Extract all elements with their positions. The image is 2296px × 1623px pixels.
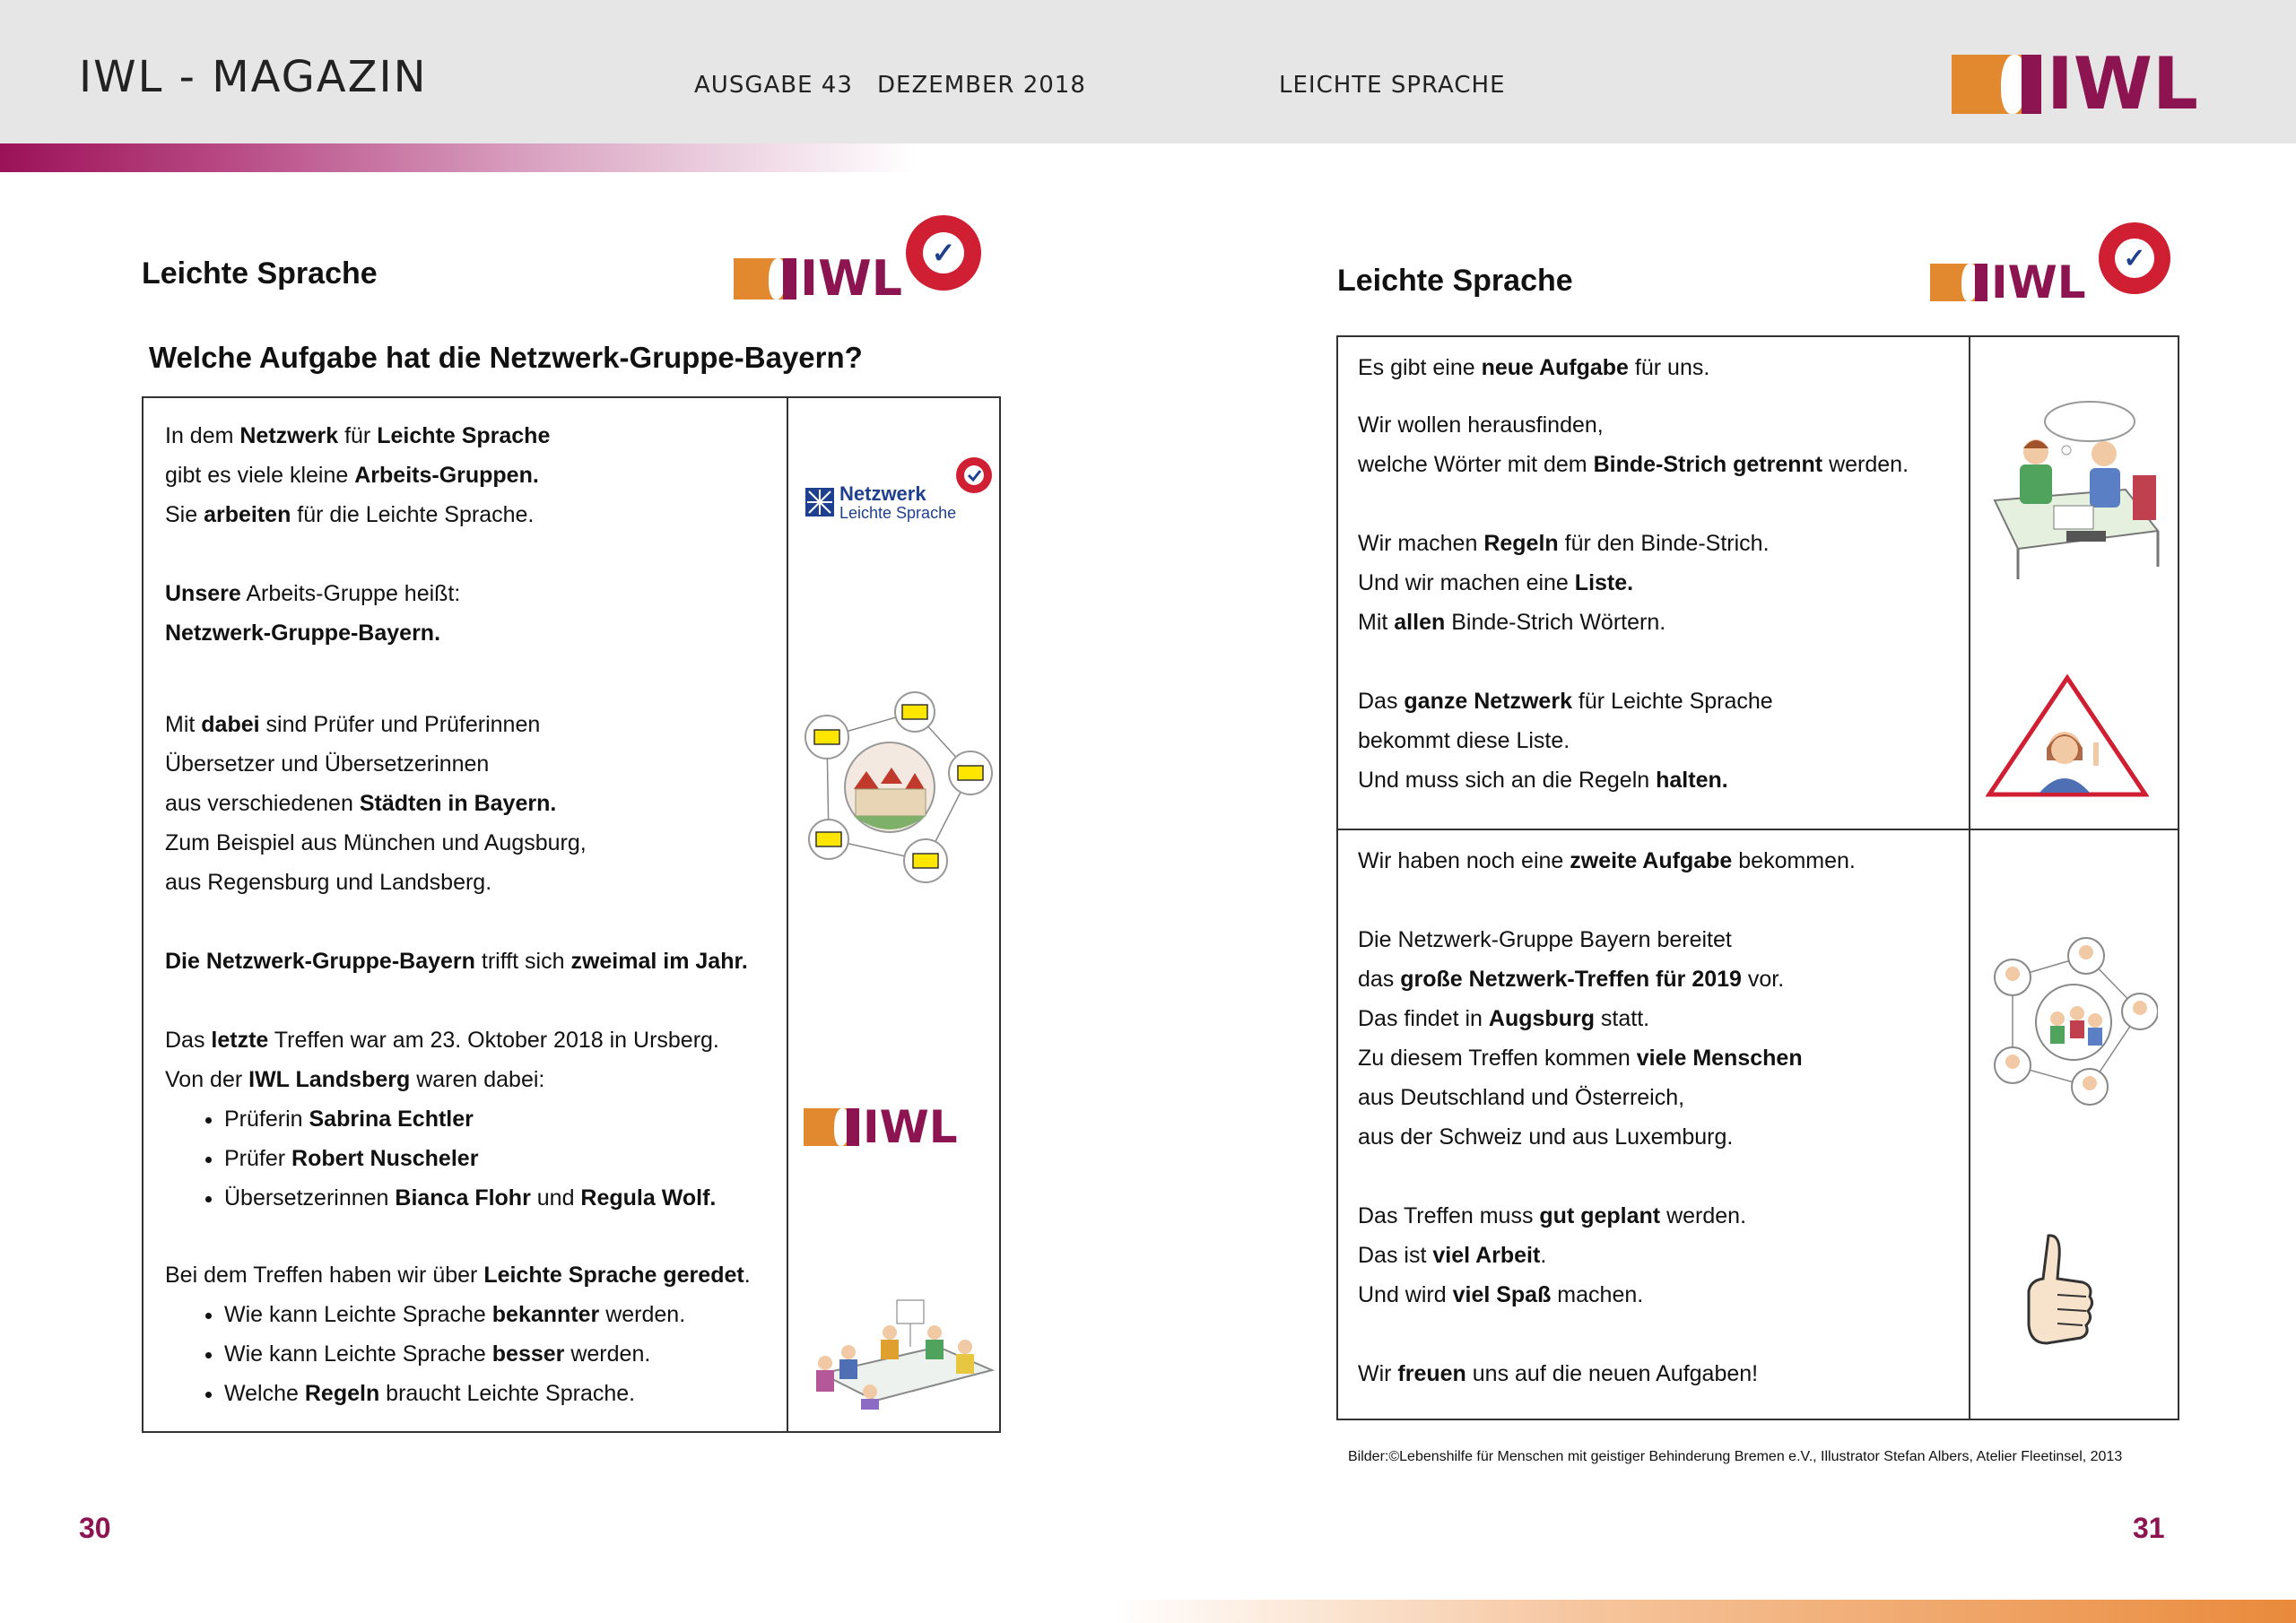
text-line: In dem Netzwerk für Leichte Sprache	[165, 423, 551, 448]
text-line: Es gibt eine neue Aufgabe für uns.	[1358, 355, 1710, 380]
text-line: Wir freuen uns auf die neuen Aufgaben!	[1358, 1361, 1759, 1386]
leichte-sprache-badge-icon: ✓	[906, 215, 981, 291]
two-people-thinking-icon	[1991, 396, 2161, 581]
people-network-icon	[1991, 933, 2158, 1112]
text-line: Von der IWL Landsberg waren dabei:	[165, 1067, 545, 1092]
text-line: Und wird viel Spaß machen.	[1358, 1282, 1644, 1307]
left-question-heading: Welche Aufgabe hat die Netzwerk-Gruppe-Bayern?	[149, 341, 863, 374]
netzwerk-leichte-sprache-logo	[804, 456, 996, 524]
text-line: Netzwerk-Gruppe-Bayern.	[165, 621, 441, 646]
list-item: • Wie kann Leichte Sprache besser werden.	[224, 1334, 787, 1374]
right-text-column-1	[1338, 337, 1969, 800]
text-line: Wir haben noch eine zweite Aufgabe bekommen.	[1358, 848, 1856, 873]
left-section-title: Leichte Sprache	[142, 256, 378, 291]
list-item: • Prüferin Sabrina Echtler	[224, 1099, 787, 1139]
text-line: Sie arbeiten für die Leichte Sprache.	[165, 502, 535, 527]
text-line: Das ganze Netzwerk für Leichte Sprache	[1358, 689, 1773, 714]
left-iwl-logo	[734, 250, 903, 307]
text-line: aus Regensburg und Landsberg.	[165, 870, 492, 895]
text-line: aus verschiedenen Städten in Bayern.	[165, 791, 557, 816]
iwl-logo-mark-icon	[734, 258, 796, 299]
page-number-right: 31	[2133, 1512, 2165, 1544]
netzwerk-logo-line1: Netzwerk	[839, 482, 926, 505]
header-logo-text: IWL	[2047, 42, 2198, 126]
page-number-left: 30	[79, 1512, 111, 1544]
meeting-table-people-icon	[804, 1297, 996, 1410]
bavaria-cities-network-icon	[804, 690, 996, 888]
text-line: Unsere Arbeits-Gruppe heißt:	[165, 581, 461, 606]
text-line: Die Netzwerk-Gruppe Bayern bereitet	[1358, 927, 1732, 952]
text-line: aus der Schweiz und aus Luxemburg.	[1358, 1124, 1734, 1150]
topics-list	[165, 1295, 787, 1413]
header-accent-bar	[0, 143, 915, 172]
list-item: • Prüfer Robert Nuscheler	[224, 1139, 787, 1178]
text-line: Das Treffen muss gut geplant werden.	[1358, 1203, 1747, 1228]
left-logo-text: IWL	[800, 250, 903, 307]
footer-accent-bar	[1112, 1600, 2296, 1623]
text-line: Wir machen Regeln für den Binde-Strich.	[1358, 531, 1770, 556]
left-image-cell	[787, 397, 1000, 1432]
issue-number: AUSGABE 43	[694, 72, 853, 99]
text-line: Zu diesem Treffen kommen viele Menschen	[1358, 1046, 1803, 1071]
warning-sign-person-icon	[1986, 674, 2149, 798]
text-line: Übersetzer und Übersetzerinnen	[165, 751, 490, 777]
text-line: bekommt diese Liste.	[1358, 728, 1570, 753]
list-item: • Übersetzerinnen Bianca Flohr und Regula Wolf.	[224, 1178, 787, 1218]
leichte-sprache-badge-icon: ✓	[2099, 222, 2170, 294]
text-line: Das ist viel Arbeit.	[1358, 1243, 1547, 1268]
text-line: das große Netzwerk-Treffen für 2019 vor.	[1358, 967, 1785, 992]
magazine-title: IWL - MAGAZIN	[79, 52, 428, 102]
text-line: Das findet in Augsburg statt.	[1358, 1006, 1650, 1031]
image-credit: Bilder:©Lebenshilfe für Menschen mit geistiger Behinderung Bremen e.V., Illustrator Stefan Albers, Atelier Fleetinsel, 2013	[1348, 1449, 2123, 1464]
thumbs-up-icon	[2022, 1232, 2097, 1358]
header-section: LEICHTE SPRACHE	[1279, 72, 1506, 99]
text-line: aus Deutschland und Österreich,	[1358, 1085, 1685, 1110]
list-item: • Wie kann Leichte Sprache bekannter werden.	[224, 1295, 787, 1334]
text-line: welche Wörter mit dem Binde-Strich getrennt werden.	[1358, 452, 1909, 477]
text-line: gibt es viele kleine Arbeits-Gruppen.	[165, 463, 539, 488]
right-section-title: Leichte Sprache	[1337, 264, 1573, 298]
right-text-cell-1	[1337, 336, 1970, 829]
iwl-logo-mark-icon	[804, 1108, 859, 1146]
iwl-landsberg-logo-text: IWL	[863, 1101, 958, 1153]
text-line: Die Netzwerk-Gruppe-Bayern trifft sich zweimal im Jahr.	[165, 949, 748, 974]
text-line: Und wir machen eine Liste.	[1358, 570, 1634, 595]
text-line: Das letzte Treffen war am 23. Oktober 2018 in Ursberg.	[165, 1028, 719, 1053]
iwl-logo-mark-icon	[1952, 55, 2041, 114]
text-line: Mit dabei sind Prüfer und Prüferinnen	[165, 712, 541, 737]
iwl-logo-mark-icon	[1930, 264, 1987, 301]
participants-list	[165, 1099, 787, 1218]
iwl-landsberg-logo	[804, 1101, 958, 1153]
text-line: Und muss sich an die Regeln halten.	[1358, 768, 1728, 793]
text-line: Bei dem Treffen haben wir über Leichte Sprache geredet.	[165, 1263, 751, 1288]
header-iwl-logo	[1952, 42, 2198, 126]
list-item: • Welche Regeln braucht Leichte Sprache.	[224, 1374, 787, 1413]
netzwerk-logo-line2: Leichte Sprache	[839, 504, 957, 522]
text-line: Zum Beispiel aus München und Augsburg,	[165, 830, 587, 855]
right-iwl-logo	[1930, 256, 2086, 308]
right-logo-text: IWL	[1991, 256, 2086, 308]
left-text-cell	[143, 397, 787, 1432]
text-line: Mit allen Binde-Strich Wörtern.	[1358, 610, 1666, 635]
right-text-column-2	[1338, 830, 1969, 1393]
text-line: Wir wollen herausfinden,	[1358, 412, 1604, 438]
right-text-cell-2	[1337, 829, 1970, 1419]
issue-date: DEZEMBER 2018	[877, 72, 1086, 99]
left-text-column	[144, 398, 787, 1413]
left-content-table	[142, 396, 1001, 1433]
